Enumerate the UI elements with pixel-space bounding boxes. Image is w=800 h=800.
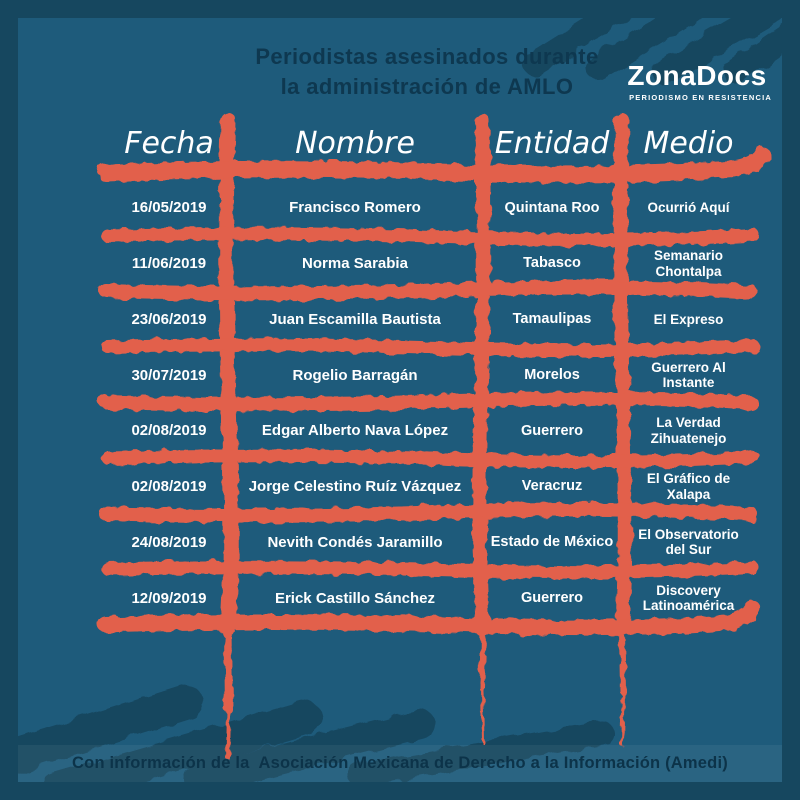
cell-nombre: Rogelio Barragán (292, 366, 418, 384)
cell-entidad: Estado de México (490, 534, 614, 551)
cell-entidad: Morelos (524, 366, 580, 383)
cell-nombre: Juan Escamilla Bautista (269, 310, 441, 328)
cell-entidad: Tamaulipas (512, 311, 592, 328)
cell-fecha: 11/06/2019 (131, 255, 207, 272)
cell-entidad: Quintana Roo (504, 199, 600, 216)
cell-medio: La Verdad Zihuatenejo (650, 415, 727, 446)
cell-nombre: Erick Castillo Sánchez (274, 589, 436, 607)
table-row (110, 459, 755, 515)
cell-fecha: 16/05/2019 (131, 199, 207, 217)
cell-fecha: 24/08/2019 (131, 533, 207, 551)
table-header-row (110, 114, 755, 172)
cell-nombre: Norma Sarabia (302, 255, 408, 272)
cell-medio: Guerrero Al Instante (651, 359, 726, 391)
header-medio: Medio (643, 125, 734, 161)
title-line-1: Periodistas asesinados durante (255, 44, 599, 69)
table-row (110, 292, 755, 348)
footer-credit: Con información de la Asociación Mexicana de Derecho a la Información (Amedi) (72, 754, 728, 772)
cell-medio: Discovery Latinoamérica (642, 582, 735, 614)
header-nombre: Nombre (295, 125, 415, 161)
cell-entidad: Veracruz (521, 478, 583, 495)
cell-entidad: Tabasco (523, 255, 581, 272)
cell-medio: El Expreso (653, 311, 724, 327)
header-entidad: Entidad (494, 125, 610, 161)
poster-title (212, 42, 642, 102)
table-row (110, 403, 755, 459)
title-line-2: la administración de AMLO (280, 74, 574, 99)
cell-medio: El Gráfico de Xalapa (646, 471, 731, 502)
cell-medio: Semanario Chontalpa (653, 248, 724, 279)
cell-medio: Ocurrió Aquí (647, 200, 730, 216)
logo-tagline: PERIODISMO EN RESISTENCIA (629, 93, 772, 102)
cell-nombre: Nevith Condés Jaramillo (267, 533, 443, 551)
table-row (110, 347, 755, 403)
header-fecha: Fecha (124, 125, 214, 161)
poster-canvas (18, 18, 782, 782)
zonadocs-logo (616, 60, 778, 102)
table-row (110, 515, 755, 571)
cell-fecha: 30/07/2019 (131, 366, 207, 384)
table-row (110, 236, 755, 292)
cell-fecha: 02/08/2019 (131, 478, 207, 495)
cell-entidad: Guerrero (520, 422, 584, 439)
logo-wordmark: ZonaDocs (627, 60, 767, 91)
cell-nombre: Edgar Alberto Nava López (261, 422, 449, 440)
table-row (110, 180, 755, 236)
cell-fecha: 23/06/2019 (131, 310, 207, 328)
cell-medio: El Observatorio del Sur (638, 526, 739, 558)
table-body (110, 180, 755, 626)
cell-nombre: Jorge Celestino Ruíz Vázquez (248, 478, 462, 495)
cell-fecha: 02/08/2019 (131, 422, 207, 440)
cell-entidad: Guerrero (520, 589, 584, 606)
table-row (110, 570, 755, 626)
cell-fecha: 12/09/2019 (131, 589, 207, 607)
cell-nombre: Francisco Romero (289, 199, 421, 217)
